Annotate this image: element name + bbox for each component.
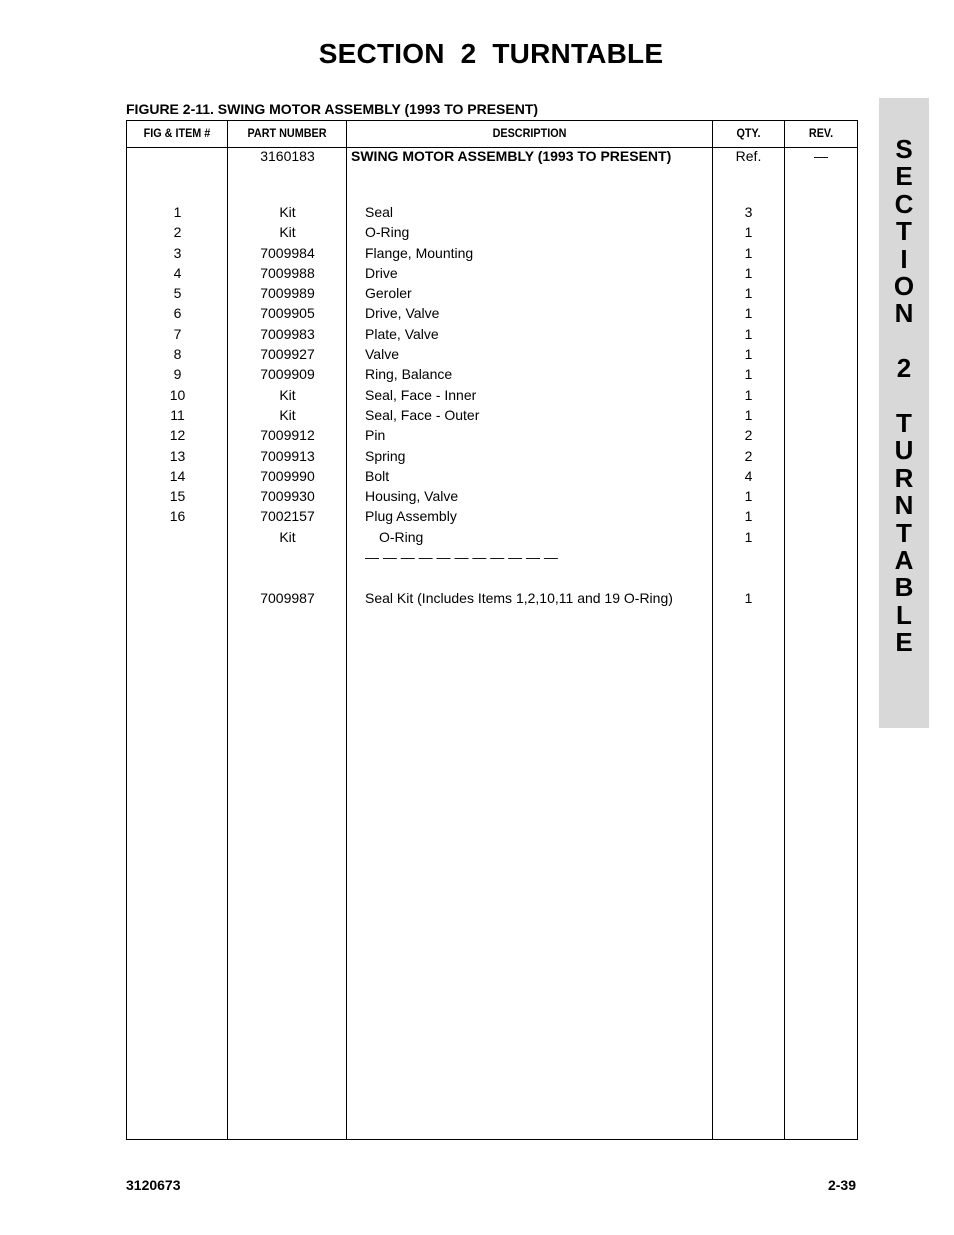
table-row [127,386,857,406]
column-header-part-number: PART NUMBER [247,126,327,140]
section-sidebar-tab [879,98,929,728]
description-cell: SWING MOTOR ASSEMBLY (1993 TO PRESENT) [351,148,672,164]
part-number-cell: Kit [279,406,296,423]
description-cell: Seal [365,203,394,220]
document-number: 3120673 [126,1177,181,1193]
part-number-cell: 7009989 [260,285,315,302]
description-cell: Valve [365,346,399,362]
description-cell: Ring, Balance [365,366,453,383]
description-cell: Bolt [365,467,390,484]
item-number-cell: 5 [173,285,182,302]
sidebar-letter: R [894,462,914,493]
table-row [127,223,857,243]
item-number-cell: 6 [173,305,182,322]
description-cell: Geroler [365,285,412,302]
item-number-cell: 15 [169,488,186,505]
table-row [127,325,857,345]
part-number-cell: Kit [279,203,296,220]
table-row [127,304,857,324]
description-cell: Plate, Valve [365,325,439,342]
item-number-cell: 12 [169,427,186,444]
revision-cell: — [814,148,828,164]
quantity-cell: 1 [744,264,753,281]
table-row [127,548,857,568]
figure-title: FIGURE 2-11. SWING MOTOR ASSEMBLY (1993 TO PRESENT) [126,101,539,117]
table-row [127,264,857,284]
description-cell: Housing, Valve [365,488,459,505]
table-row [127,183,857,203]
part-number-cell: 7002157 [260,508,315,525]
sidebar-letter: N [894,490,914,521]
section-title: SECTION 2 TURNTABLE [318,38,664,69]
quantity-cell: 2 [744,447,753,464]
description-cell: O-Ring [379,528,424,545]
item-number-cell: 9 [173,366,182,383]
item-number-cell: 7 [173,325,182,342]
description-cell: Drive, Valve [365,305,440,322]
quantity-cell: 1 [744,346,753,362]
table-row [127,447,857,467]
part-number-cell: 7009913 [260,447,315,464]
page-number: 2-39 [827,1177,856,1193]
quantity-cell: 1 [744,406,753,423]
description-cell: Seal, Face - Outer [365,406,480,423]
part-number-cell: Kit [279,386,296,403]
part-number-cell: 7009909 [260,366,315,383]
sidebar-letter: A [894,545,914,575]
sidebar-letter: U [894,435,914,466]
quantity-cell: 1 [744,386,753,403]
quantity-cell: 1 [744,589,753,606]
sidebar-letter: E [895,627,913,658]
description-cell: O-Ring [365,224,410,241]
quantity-cell: 4 [744,467,753,484]
description-cell: Plug Assembly [365,508,457,525]
sidebar-letter: T [896,216,912,247]
sidebar-letter: C [894,188,914,219]
description-cell: Spring [365,447,406,464]
item-number-cell: 3 [173,244,182,261]
item-number-cell: 10 [169,386,186,403]
quantity-cell: 2 [744,427,753,444]
sidebar-letter: E [895,161,913,192]
table-row [127,345,857,365]
parts-table [126,120,858,1140]
part-number-cell: 7009990 [260,467,315,484]
part-number-cell: 7009983 [260,325,315,342]
table-row [127,589,857,609]
description-cell: Flange, Mounting [365,244,474,261]
quantity-cell: 1 [744,305,753,322]
quantity-cell: 1 [744,528,753,545]
sidebar-letter: T [896,517,912,548]
sidebar-letter: S [895,134,913,164]
quantity-cell: 1 [744,224,753,241]
item-number-cell: 11 [170,406,185,423]
item-number-cell: 13 [169,447,186,464]
sidebar-letter: N [894,298,914,329]
quantity-cell: 1 [744,285,753,302]
part-number-cell: 7009912 [260,427,315,444]
part-number-cell: 7009987 [260,589,315,606]
column-header-description: DESCRIPTION [492,126,567,140]
quantity-cell: 1 [744,244,753,261]
description-cell: Drive [365,264,398,281]
table-row [127,284,857,304]
description-cell: Seal Kit (Includes Items 1,2,10,11 and 19 O-Ring) [365,589,673,606]
quantity-cell: 1 [744,366,753,383]
table-row [127,467,857,487]
part-number-cell: 7009905 [260,305,315,322]
sidebar-letter: 2 [896,353,912,384]
table-row [127,507,857,527]
part-number-cell: 3160183 [260,148,315,164]
quantity-cell: 1 [744,488,753,505]
column-header-item: FIG & ITEM # [143,126,211,140]
table-row [127,406,857,426]
table-row [127,426,857,446]
quantity-cell: Ref. [735,148,762,164]
table-row [127,203,857,223]
sidebar-letter: I [900,243,908,274]
quantity-cell: 1 [744,508,753,525]
column-header-qty: QTY. [736,126,761,140]
item-number-cell: 1 [173,203,182,220]
sidebar-letter: L [896,599,912,630]
part-number-cell: 7009927 [260,346,315,362]
item-number-cell: 8 [173,346,182,362]
sidebar-letter: T [896,408,912,438]
part-number-cell: Kit [279,528,296,545]
column-header-rev: REV. [808,126,834,140]
item-number-cell: 14 [169,467,186,484]
part-number-cell: Kit [279,224,296,241]
table-row [127,568,857,588]
item-number-cell: 2 [173,224,182,241]
table-row [127,147,857,167]
item-number-cell: 16 [169,508,186,525]
description-cell: — — — — — — — — — — — [365,549,558,565]
description-cell: Seal, Face - Inner [365,386,477,403]
table-row [127,244,857,264]
sidebar-letter: B [894,572,914,603]
part-number-cell: 7009984 [260,244,315,261]
table-row [127,528,857,548]
quantity-cell: 1 [744,325,753,342]
sidebar-letter: O [893,271,915,301]
description-cell: Pin [365,427,386,444]
part-number-cell: 7009930 [260,488,315,505]
quantity-cell: 3 [744,203,753,220]
part-number-cell: 7009988 [260,264,315,281]
table-row [127,365,857,385]
item-number-cell: 4 [173,264,182,281]
table-row [127,487,857,507]
